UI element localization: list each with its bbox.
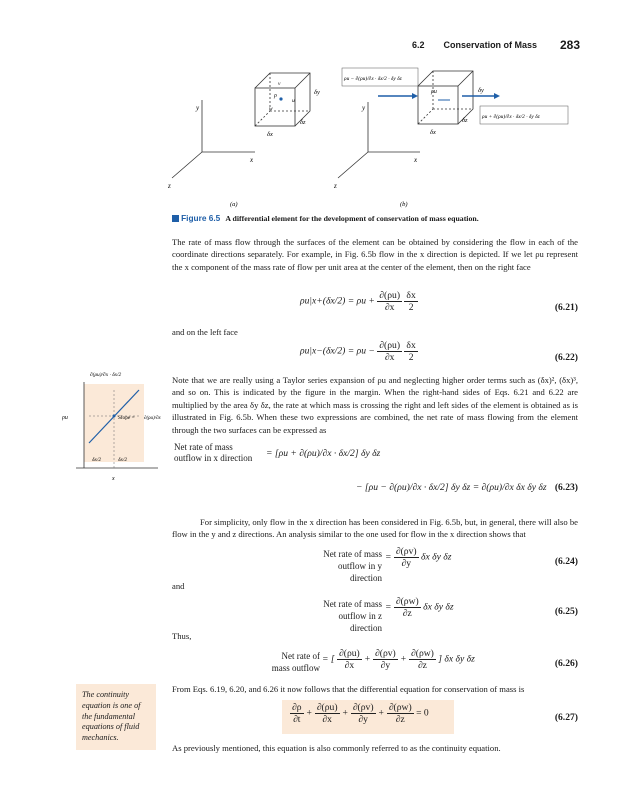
cube-a-dy: δy xyxy=(314,89,320,96)
paragraph-4: For simplicity, only flow in the x direction has been considered in Fig. 6.5b, but, in general, there will also be flow in the y and z directions. An analysis similar to the one used for flow in the x direction shows that xyxy=(172,517,578,540)
equation-6-26-label: Net rate of mass outflow xyxy=(271,651,320,673)
equation-6-25: = $\frac{\partial(\rho w)}{\partial z}$ δx δy δz xyxy=(385,596,454,619)
cube-a-w: w xyxy=(269,106,273,112)
cube-b-rho-u: ρu xyxy=(431,89,437,95)
axes-a xyxy=(172,100,255,178)
equation-6-22: ρu|x−(δx/2) = ρu − $\frac{\partial(\rho u)}{\partial x}$ $\frac{\delta x}{2}$ xyxy=(300,340,416,363)
left-flux-label: ρu − ∂(ρu)/∂x · δx/2 · δy δz xyxy=(344,76,402,82)
equation-number-6-25: (6.25) xyxy=(554,606,578,617)
paragraph-7: From Eqs. 6.19, 6.20, and 6.26 it now follows that the differential equation for conservation of mass is xyxy=(172,684,525,694)
caption-label: Figure 6.5 xyxy=(181,213,221,223)
label-a: (a) xyxy=(230,201,238,208)
cube-a-v: v xyxy=(278,81,281,87)
equation-6-23-line-2: − [ρu − ∂(ρu)/∂x · δx/2] δy δz = ∂(ρu)/∂x δx δy δz xyxy=(356,482,547,493)
margin-note: The continuity equation is one of the fundamental equations of fluid mechanics. xyxy=(76,684,156,750)
flow-arrow-in-head xyxy=(412,93,418,99)
margin-left-label: ρu xyxy=(62,415,68,421)
caption-text: A differential element for the development of conservation of mass equation. xyxy=(225,214,479,223)
margin-half-dx-2: δx/2 xyxy=(118,457,128,463)
section-title: Conservation of Mass xyxy=(443,40,538,50)
page-number: 283 xyxy=(560,38,581,52)
equation-number-6-24: (6.24) xyxy=(554,556,578,567)
margin-taylor-figure xyxy=(62,368,166,484)
paragraph-3: Note that we are really using a Taylor series expansion of ρu and neglecting higher order terms such as (δx)², (δx)³, and so on. This is indicated by the figure in the margin. When the right-hand sides of Eqs. 6.21 and 6.22 are multiplied by the area δy δz, the rate at which mass is crossing the right and left sides of the element is obtained as is illustrated in Fig. 6.5b. When these two expressions are combined, the net rate of mass flowing from the element through the two surfaces can be expressed as xyxy=(172,375,578,435)
flow-arrow-out-head xyxy=(494,93,500,99)
paragraph-2: and on the left face xyxy=(172,327,238,337)
axis-a-z: z xyxy=(168,182,171,190)
axis-a-x: x xyxy=(250,156,254,164)
margin-slope-label: Slope = xyxy=(118,415,135,421)
margin-top-label: ∂(ρu)/∂x · δx/2 xyxy=(90,372,122,378)
axis-b-y: y xyxy=(362,104,366,112)
right-flux-label: ρu + ∂(ρu)/∂x · δx/2 · δy δz xyxy=(482,114,540,120)
equation-number-6-26: (6.26) xyxy=(554,658,578,669)
paragraph-1: The rate of mass flow through the surfaces of the element can be obtained by considering the flow in each of the coordinate directions separately. For example, in Fig. 6.5b flow in the x direction is depicted. If we let ρu represent the x component of the mass rate of flow per unit area at the center of the element, then on the right face xyxy=(172,237,578,272)
equation-6-25-label: Net rate of mass outflow in z direction xyxy=(323,599,382,633)
cube-a-u: u xyxy=(292,98,295,104)
equation-6-24-label: Net rate of mass outflow in y direction xyxy=(323,549,382,583)
equation-number-6-27: (6.27) xyxy=(554,712,578,723)
cube-a-rho: ρ xyxy=(274,93,277,99)
equation-6-23-line-1: = [ρu + ∂(ρu)/∂x · δx/2] δy δz xyxy=(266,448,381,459)
equation-6-21: ρu|x+(δx/2) = ρu + $\frac{\partial(\rho u)}{\partial x}$ $\frac{\delta x}{2}$ xyxy=(300,290,416,313)
margin-axis-x: x xyxy=(112,476,115,482)
margin-half-dx-1: δx/2 xyxy=(92,457,102,463)
equation-number-6-22: (6.22) xyxy=(554,352,578,363)
equation-number-6-21: (6.21) xyxy=(554,302,578,313)
section-number: 6.2 xyxy=(412,40,425,50)
cube-a-dx: δx xyxy=(267,131,273,138)
figure-caption xyxy=(172,213,479,223)
axis-b-z: z xyxy=(334,182,337,190)
axes-b xyxy=(338,102,420,178)
equation-6-24: = $\frac{\partial(\rho v)}{\partial y}$ δx δy δz xyxy=(385,546,452,569)
margin-slope-value: ∂(ρu)/∂x xyxy=(144,416,161,421)
paragraph-8: As previously mentioned, this equation is also commonly referred to as the continuity equation. xyxy=(172,743,501,753)
cube-a-center xyxy=(279,97,282,100)
paragraph-6: Thus, xyxy=(172,631,192,641)
cube-b-dy: δy xyxy=(478,87,484,94)
figure-6-5 xyxy=(150,60,570,210)
equation-6-26: = [ $\frac{\partial(\rho u)}{\partial x}$ + $\frac{\partial(\rho v)}{\partial y}$ + $\frac{\partial(\rho w)}{\partial z}$ ] δx δy δz xyxy=(322,648,475,671)
cube-b-dx: δx xyxy=(430,129,436,136)
equation-number-6-23: (6.23) xyxy=(554,482,578,493)
cube-a-dz: δz xyxy=(300,119,306,126)
equation-6-27: $\frac{\partial\rho}{\partial t}$ + $\frac{\partial(\rho u)}{\partial x}$ + $\frac{\partial(\rho v)}{\partial y}$ + $\frac{\partial(\rho w)}{\partial z}$ = 0 xyxy=(292,702,429,725)
axis-a-y: y xyxy=(196,104,200,112)
paragraph-5: and xyxy=(172,581,185,591)
cube-b-dz: δz xyxy=(462,117,468,124)
equation-6-23-label: Net rate of mass outflow in x direction xyxy=(174,442,253,463)
axis-b-x: x xyxy=(414,156,418,164)
running-header xyxy=(412,40,537,50)
caption-marker xyxy=(172,215,179,222)
label-b: (b) xyxy=(400,201,408,208)
